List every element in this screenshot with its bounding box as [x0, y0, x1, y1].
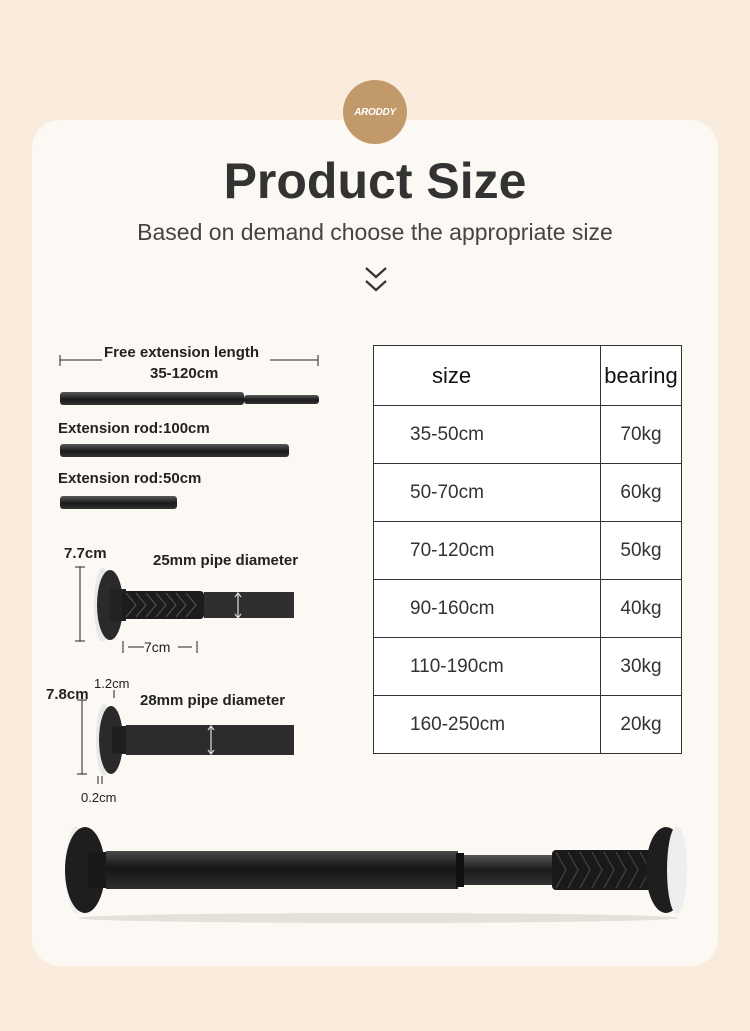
size-cell: 90-160cm [374, 580, 601, 638]
telescopic-rod-inner [244, 395, 319, 404]
size-cell: 35-50cm [374, 406, 601, 464]
rod-50-label: Extension rod:50cm [58, 470, 202, 487]
table-row [374, 638, 682, 696]
telescopic-rod-outer [60, 392, 244, 405]
rod-50 [60, 496, 177, 509]
end-large-cap: 1.2cm [94, 676, 130, 691]
bearing-cell: 20kg [601, 696, 682, 754]
size-cell: 70-120cm [374, 522, 601, 580]
end-large-diameter: 28mm pipe diameter [140, 692, 286, 709]
table-row [374, 696, 682, 754]
bearing-cell: 50kg [601, 522, 682, 580]
size-cell: 110-190cm [374, 638, 601, 696]
tension-rod-product-image [58, 818, 698, 928]
end-large-height: 7.8cm [46, 686, 89, 703]
extension-range: 35-120cm [150, 365, 219, 382]
end-small-height: 7.7cm [64, 545, 107, 562]
double-chevron-down-icon [363, 265, 389, 295]
table-row [374, 406, 682, 464]
rod-100-label: Extension rod:100cm [58, 420, 210, 437]
size-cell: 50-70cm [374, 464, 601, 522]
end-small-width: 7cm [144, 639, 171, 655]
column-header-size: size [374, 346, 601, 406]
end-small-diameter: 25mm pipe diameter [153, 552, 299, 569]
bearing-cell: 30kg [601, 638, 682, 696]
end-cap-large-illustration [70, 688, 300, 788]
end-cap-small-illustration [70, 565, 310, 657]
bearing-cell: 60kg [601, 464, 682, 522]
page-title: Product Size [223, 153, 527, 209]
bearing-cell: 70kg [601, 406, 682, 464]
table-row [374, 522, 682, 580]
size-bearing-table [373, 345, 682, 754]
column-header-bearing: bearing [601, 346, 682, 406]
extension-label: Free extension length [104, 344, 260, 361]
size-cell: 160-250cm [374, 696, 601, 754]
rod-100 [60, 444, 289, 457]
bearing-cell: 40kg [601, 580, 682, 638]
end-large-pad: 0.2cm [81, 790, 117, 805]
table-row [374, 580, 682, 638]
table-row [374, 464, 682, 522]
table-header-row [374, 346, 682, 406]
brand-logo: ARODDY [343, 80, 407, 144]
page-subtitle: Based on demand choose the appropriate size [137, 219, 613, 245]
